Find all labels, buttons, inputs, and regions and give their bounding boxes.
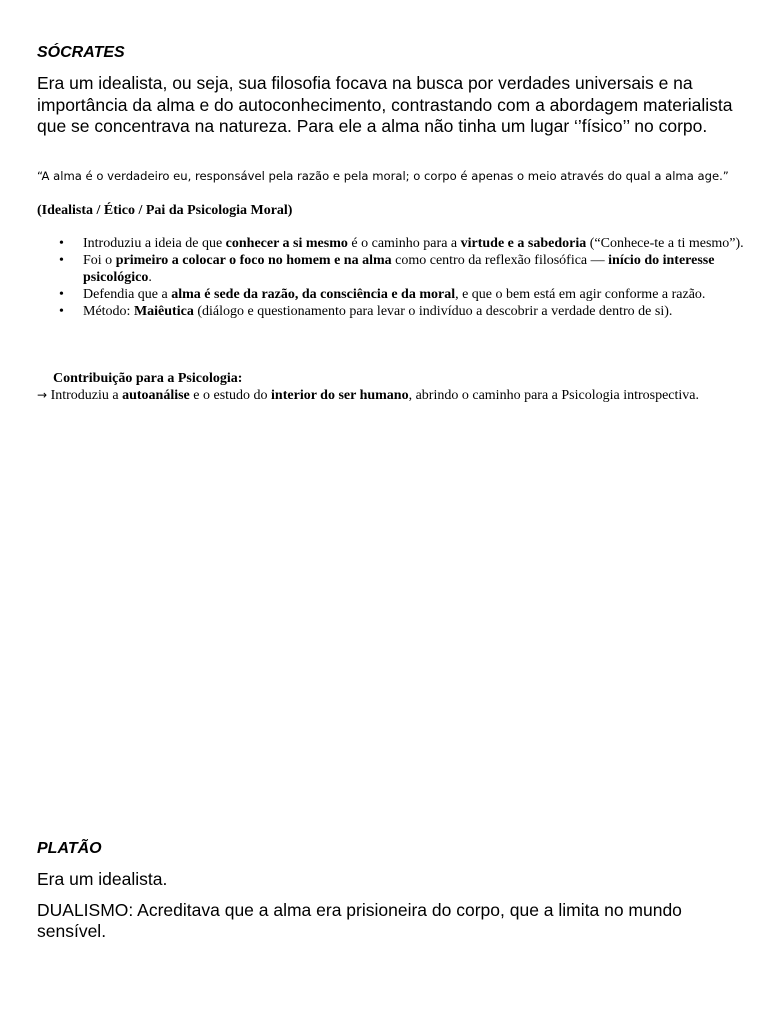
bullet-icon: • (59, 286, 64, 302)
section-heading-platao: PLATÃO (37, 840, 102, 857)
bullet-icon: • (59, 253, 64, 269)
socrates-subtitle: (Idealista / Ético / Pai da Psicologia Moral) (37, 203, 293, 218)
list-item: • Introduziu a ideia de que conhecer a si mesmo é o caminho para a virtude e a sabedoria (“Conhece-te a ti mesmo”). (59, 236, 744, 251)
socrates-intro-paragraph: Era um idealista, ou seja, sua filosofia focava na busca por verdades universais e na importância da alma e do autoconhecimento, contrastando com a abordagem materialista que se concentrava na natureza. Para ele a alma não tinha um lugar ‘’físico’’ no corpo. (37, 73, 733, 136)
section-heading-socrates: SÓCRATES (37, 44, 125, 61)
arrow-right-icon: → (37, 388, 48, 402)
list-item: • Defendia que a alma é sede da razão, da consciência e da moral, e que o bem está em agir conforme a razão. (59, 286, 706, 302)
contribution-title: Contribuição para a Psicologia: (53, 371, 243, 386)
bullet-icon: • (59, 236, 64, 251)
socrates-bullet-list (37, 236, 753, 321)
bullet-icon: • (59, 303, 64, 319)
platao-paragraph-1: Era um idealista. (37, 869, 168, 889)
list-item: • Foi o primeiro a colocar o foco no homem e na alma como centro da reflexão filosófica — início do interesse psicológico. (59, 253, 715, 285)
socrates-quote: “A alma é o verdadeiro eu, responsável pela razão e pela moral; o corpo é apenas o meio através do qual a alma age.” (37, 169, 729, 183)
list-item: • Método: Maiêutica (diálogo e questionamento para levar o indivíduo a descobrir a verdade dentro de si). (59, 303, 673, 319)
platao-paragraph-2: DUALISMO: Acreditava que a alma era prisioneira do corpo, que a limita no mundo sensível. (37, 900, 682, 941)
contribution-text: → Introduziu a autoanálise e o estudo do interior do ser humano, abrindo o caminho para a Psicologia introspectiva. (37, 388, 700, 403)
